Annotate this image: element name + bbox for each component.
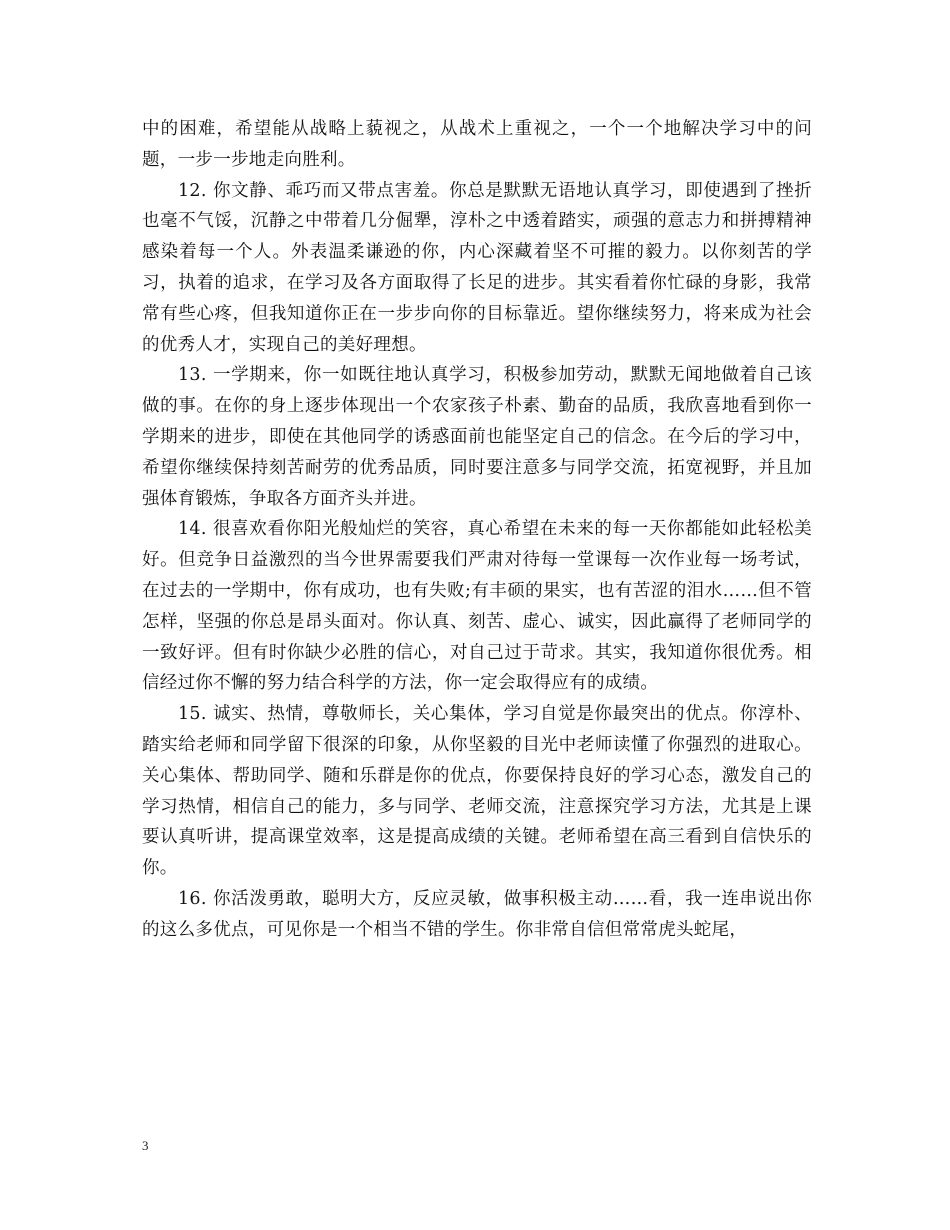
paragraph-item-15: 15. 诚实、热情，尊敬师长，关心集体，学习自觉是你最突出的优点。你淳朴、踏实给老师和同学留下很深的印象，从你坚毅的目光中老师读懂了你强烈的进取心。关心集体、帮助同学、随和乐群是你的优点，你要保持良好的学习心态，激发自己的学习热情，相信自己的能力，多与同学、老师交流，注意探究学习方法，尤其是上课要认真听讲，提高课堂效率，这是提高成绩的关键。老师希望在高三看到自信快乐的你。 (142, 704, 812, 879)
paragraph-continuation: 中的困难，希望能从战略上藐视之，从战术上重视之，一个一个地解决学习中的问题，一步一步地走向胜利。 (142, 119, 812, 170)
page-number: 3 (142, 1138, 149, 1153)
document-body (142, 114, 812, 946)
paragraph-item-12: 12. 你文静、乖巧而又带点害羞。你总是默默无语地认真学习，即使遇到了挫折也毫不气馁，沉静之中带着几分倔犟，淳朴之中透着踏实，顽强的意志力和拼搏精神感染着每一个人。外表温柔谦逊的你，内心深藏着坚不可摧的毅力。以你刻苦的学习，执着的追求，在学习及各方面取得了长足的进步。其实看着你忙碌的身影，我常常有些心疼，但我知道你正在一步步向你的目标靠近。望你继续努力，将来成为社会的优秀人才，实现自己的美好理想。 (142, 180, 812, 355)
paragraph-item-16: 16. 你活泼勇敢，聪明大方，反应灵敏，做事积极主动……看，我一连串说出你的这么多优点，可见你是一个相当不错的学生。你非常自信但常常虎头蛇尾， (142, 888, 812, 940)
paragraph-item-14: 14. 很喜欢看你阳光般灿烂的笑容，真心希望在未来的每一天你都能如此轻松美好。但竞争日益激烈的当今世界需要我们严肃对待每一堂课每一次作业每一场考试，在过去的一学期中，你有成功，也有失败;有丰硕的果实，也有苦涩的泪水……但不管怎样，坚强的你总是昂头面对。你认真、刻苦、虚心、诚实，因此赢得了老师同学的一致好评。但有时你缺少必胜的信心，对自己过于苛求。其实，我知道你很优秀。相信经过你不懈的努力结合科学的方法，你一定会取得应有的成绩。 (142, 519, 812, 694)
paragraph-item-13: 13. 一学期来，你一如既往地认真学习，积极参加劳动，默默无闻地做着自己该做的事。在你的身上逐步体现出一个农家孩子朴素、勤奋的品质，我欣喜地看到你一学期来的进步，即使在其他同学的诱惑面前也能坚定自己的信念。在今后的学习中，希望你继续保持刻苦耐劳的优秀品质，同时要注意多与同学交流，拓宽视野，并且加强体育锻炼，争取各方面齐头并进。 (142, 365, 812, 509)
